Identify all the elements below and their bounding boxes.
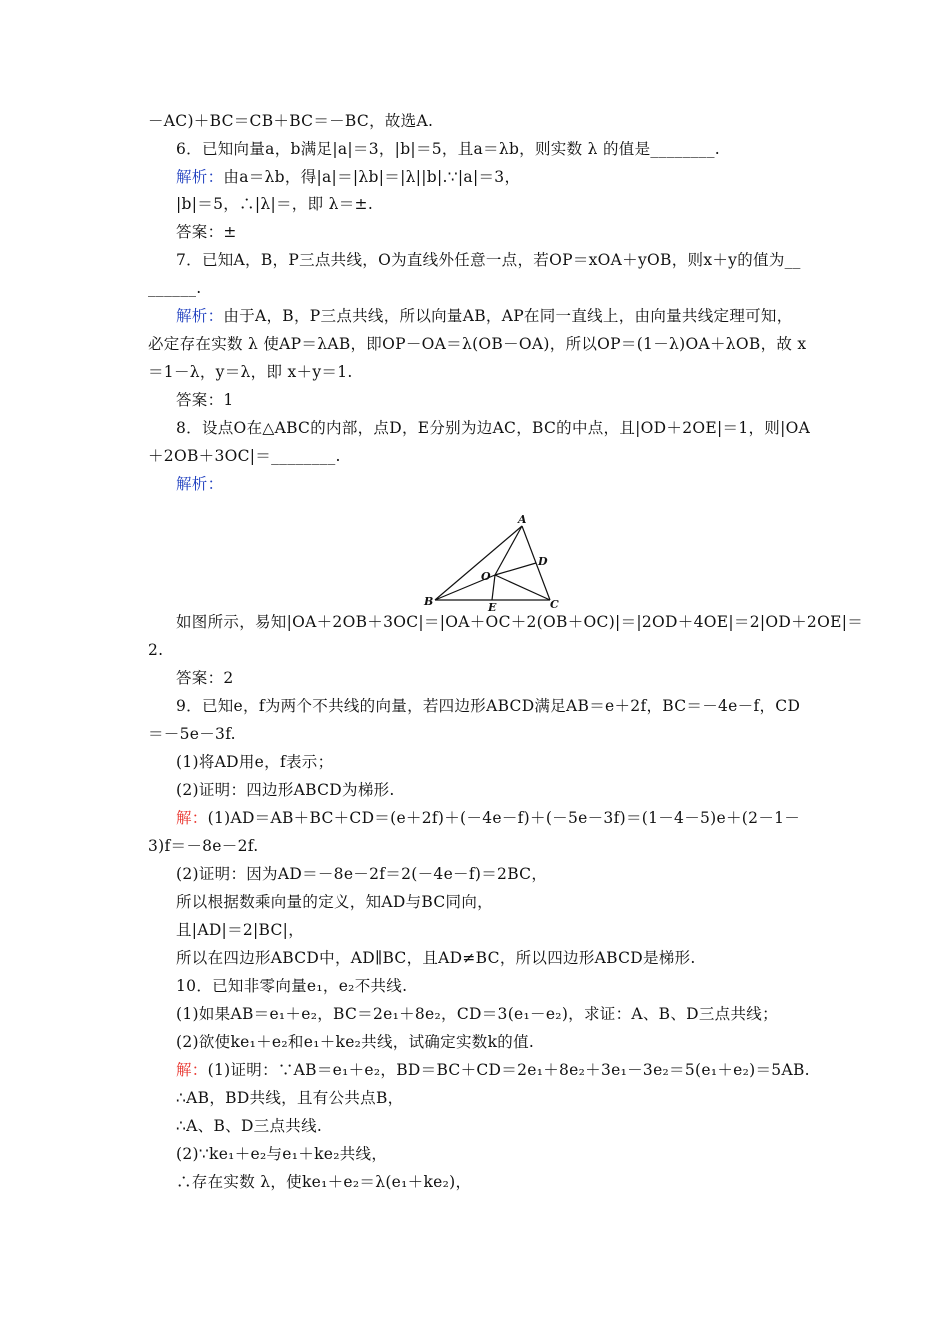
answer-label: 解：: [176, 809, 208, 827]
text-line: [176, 221, 237, 243]
text-line: [148, 723, 236, 745]
segment-oe: [492, 575, 495, 600]
text-line: [176, 1059, 810, 1081]
text-line: [176, 947, 696, 969]
line-text: (2)证明：四边形ABCD为梯形.: [176, 781, 395, 799]
point-label-o: O: [481, 570, 491, 583]
line-text: 答案：1: [176, 391, 234, 409]
line-text: (1)证明：∵AB＝e₁＋e₂，BD＝BC＋CD＝2e₁＋8e₂＋3e₁－3e₂＝5(e₁＋e₂)＝5AB.: [207, 1061, 810, 1079]
line-text: 由于A，B，P三点共线，所以向量AB，AP在同一直线上，由向量共线定理可知，: [223, 307, 793, 325]
line-text: 8．设点O在△ABC的内部，点D，E分别为边AC，BC的中点，且|OD＋2OE|＝1，则|OA: [176, 419, 811, 437]
text-line: [176, 975, 407, 997]
text-line: [176, 779, 395, 801]
line-text: －AC)＋BC＝CB＋BC＝－BC，故选A.: [148, 112, 434, 130]
triangle-figure: [418, 512, 568, 614]
text-line: [148, 110, 433, 132]
text-line: [176, 891, 493, 913]
answer-label: 解析：: [176, 475, 224, 493]
text-line: [176, 751, 333, 773]
line-text: ＝1－λ，y＝λ，即 x＋y＝1.: [148, 363, 353, 381]
point-label-b: B: [424, 595, 434, 608]
line-text: 答案：±: [176, 223, 237, 241]
line-text: (1)将AD用e，f表示；: [176, 753, 334, 771]
line-text: 答案：2: [176, 669, 234, 687]
text-line: [176, 417, 810, 439]
text-line: [148, 361, 353, 383]
line-text: ＋2OB＋3OC|＝________.: [148, 447, 341, 465]
text-line: [148, 333, 806, 355]
line-text: (2)∵ke₁＋e₂与e₁＋ke₂共线，: [176, 1145, 388, 1163]
text-line: [176, 919, 304, 941]
line-text: 且|AD|＝2|BC|，: [176, 921, 305, 939]
edge-ab: [435, 526, 522, 600]
line-text: ＝－5e－3f.: [148, 725, 236, 743]
line-text: ∴AB，BD共线，且有公共点B，: [176, 1089, 404, 1107]
text-line: [176, 193, 373, 215]
text-line: [176, 1003, 778, 1025]
point-label-e: E: [488, 601, 497, 614]
line-text: |b|＝5，∴|λ|＝，即 λ＝±.: [176, 195, 374, 213]
text-line: [176, 166, 520, 188]
line-text: (2)欲使ke₁＋e₂和e₁＋ke₂共线，试确定实数k的值.: [176, 1033, 535, 1051]
line-text: 9．已知e，f为两个不共线的向量，若四边形ABCD满足AB＝e＋2f，BC＝－4e－f，CD: [176, 697, 801, 715]
triangle-diagram: [418, 512, 568, 614]
answer-label: 解析：: [176, 307, 224, 325]
line-text: ______.: [148, 279, 202, 297]
point-label-c: C: [550, 598, 559, 611]
point-label-a: A: [518, 513, 527, 526]
text-line: [176, 1031, 534, 1053]
text-line: [176, 807, 800, 829]
line-text: 7．已知A，B，P三点共线，O为直线外任意一点，若OP＝xOA＋yOB，则x＋y的值为__: [176, 251, 801, 269]
line-text: ∴存在实数 λ，使ke₁＋e₂＝λ(e₁＋ke₂)，: [176, 1173, 472, 1191]
line-text: (2)证明：因为AD＝－8e－2f＝2(－4e－f)＝2BC，: [176, 865, 548, 883]
text-line: [176, 695, 800, 717]
line-text: 所以在四边形ABCD中，AD∥BC，且AD≠BC，所以四边形ABCD是梯形.: [176, 949, 696, 967]
text-line: [176, 138, 720, 160]
line-text: 10．已知非零向量e₁，e₂不共线.: [176, 977, 408, 995]
answer-label: 解：: [176, 1061, 208, 1079]
answer-label: 解析：: [176, 168, 224, 186]
text-line: [176, 1143, 387, 1165]
text-line: [176, 1171, 471, 1193]
text-line: [176, 667, 234, 689]
text-line: [176, 863, 547, 885]
text-line: [176, 1115, 322, 1137]
line-text: 如图所示，易知|OA＋2OB＋3OC|＝|OA＋OC＋2(OB＋OC)|＝|2OD＋4OE|＝2|OD＋2OE|＝: [176, 613, 864, 631]
text-line: [176, 249, 801, 271]
text-line: [148, 277, 202, 299]
line-text: ∴A、B、D三点共线.: [176, 1117, 323, 1135]
text-line: [148, 639, 163, 661]
text-line: [176, 305, 793, 327]
text-line: [148, 445, 341, 467]
text-line: [176, 473, 223, 495]
line-text: 由a＝λb，得|a|＝|λb|＝|λ||b|.∵|a|＝3，: [223, 168, 521, 186]
line-text: 必定存在实数 λ 使AP＝λAB，即OP－OA＝λ(OB－OA)，所以OP＝(1－λ)OA＋λOB，故 x: [148, 335, 807, 353]
line-text: 6．已知向量a，b满足|a|＝3，|b|＝5，且a＝λb，则实数 λ 的值是________.: [176, 140, 720, 158]
line-text: (1)AD＝AB＋BC＋CD＝(e＋2f)＋(－4e－f)＋(－5e－3f)＝(1－4－5)e＋(2－1－: [207, 809, 801, 827]
line-text: 3)f＝－8e－2f.: [148, 837, 259, 855]
text-line: [176, 611, 863, 633]
line-text: 2.: [148, 641, 164, 659]
line-text: (1)如果AB＝e₁＋e₂，BC＝2e₁＋8e₂，CD＝3(e₁－e₂)，求证：A、B、D三点共线；: [176, 1005, 778, 1023]
line-text: 所以根据数乘向量的定义，知AD与BC同向，: [176, 893, 493, 911]
text-line: [176, 1087, 403, 1109]
text-line: [176, 389, 234, 411]
text-line: [148, 835, 258, 857]
segment-oa: [495, 526, 522, 575]
point-label-d: D: [538, 555, 548, 568]
